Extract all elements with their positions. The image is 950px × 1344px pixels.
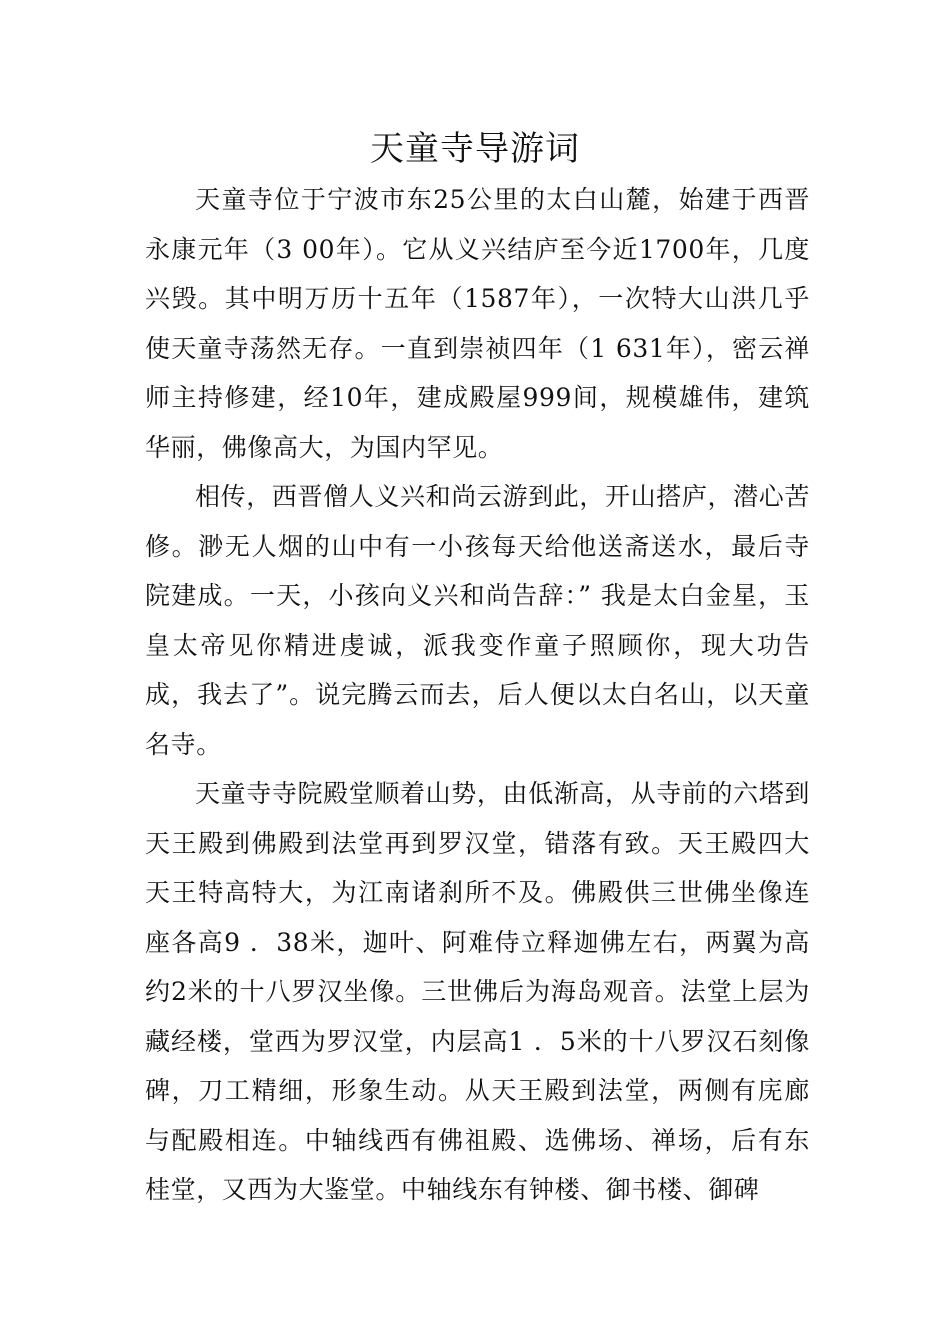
document-title: 天童寺导游词 <box>370 129 580 169</box>
paragraph-history: 天童寺位于宁波市东25公里的太白山麓，始建于西晋永康元年（3 00年）。它从义兴结庐至今近1700年，几度兴毁。其中明万历十五年（1587年），一次特大山洪几乎使天童寺荡然无存。一直到崇祯四年（1 631年），密云禅师主持修建，经10年，建成殿屋999间，规模雄伟，建筑华丽，佛像高大，为国内罕见。 <box>145 185 810 462</box>
document-body <box>145 175 810 1215</box>
paragraph-layout: 天童寺寺院殿堂顺着山势，由低渐高，从寺前的六塔到天王殿到佛殿到法堂再到罗汉堂，错落有致。天王殿四大天王特高特大，为江南诸刹所不及。佛殿供三世佛坐像连座各高9 ．38米，迦叶、阿难侍立释迦佛左右，两翼为高约2米的十八罗汉坐像。三世佛后为海岛观音。法堂上层为藏经楼，堂西为罗汉堂，内层高1 ．5米的十八罗汉石刻像碑，刀工精细，形象生动。从天王殿到法堂，两侧有庑廊与配殿相连。中轴线西有佛祖殿、选佛场、禅场，后有东桂堂，又西为大鉴堂。中轴线东有钟楼、御书楼、御碑 <box>145 779 810 1204</box>
paragraph-legend: 相传，西晋僧人义兴和尚云游到此，开山搭庐，潜心苦修。渺无人烟的山中有一小孩每天给他送斋送水，最后寺院建成。一天，小孩向义兴和尚告辞：” 我是太白金星，玉皇太帝见你精进虔诚，派我变作童子照顾你，现大功告成，我去了”。说完腾云而去，后人便以太白名山，以天童名寺。 <box>145 482 810 759</box>
